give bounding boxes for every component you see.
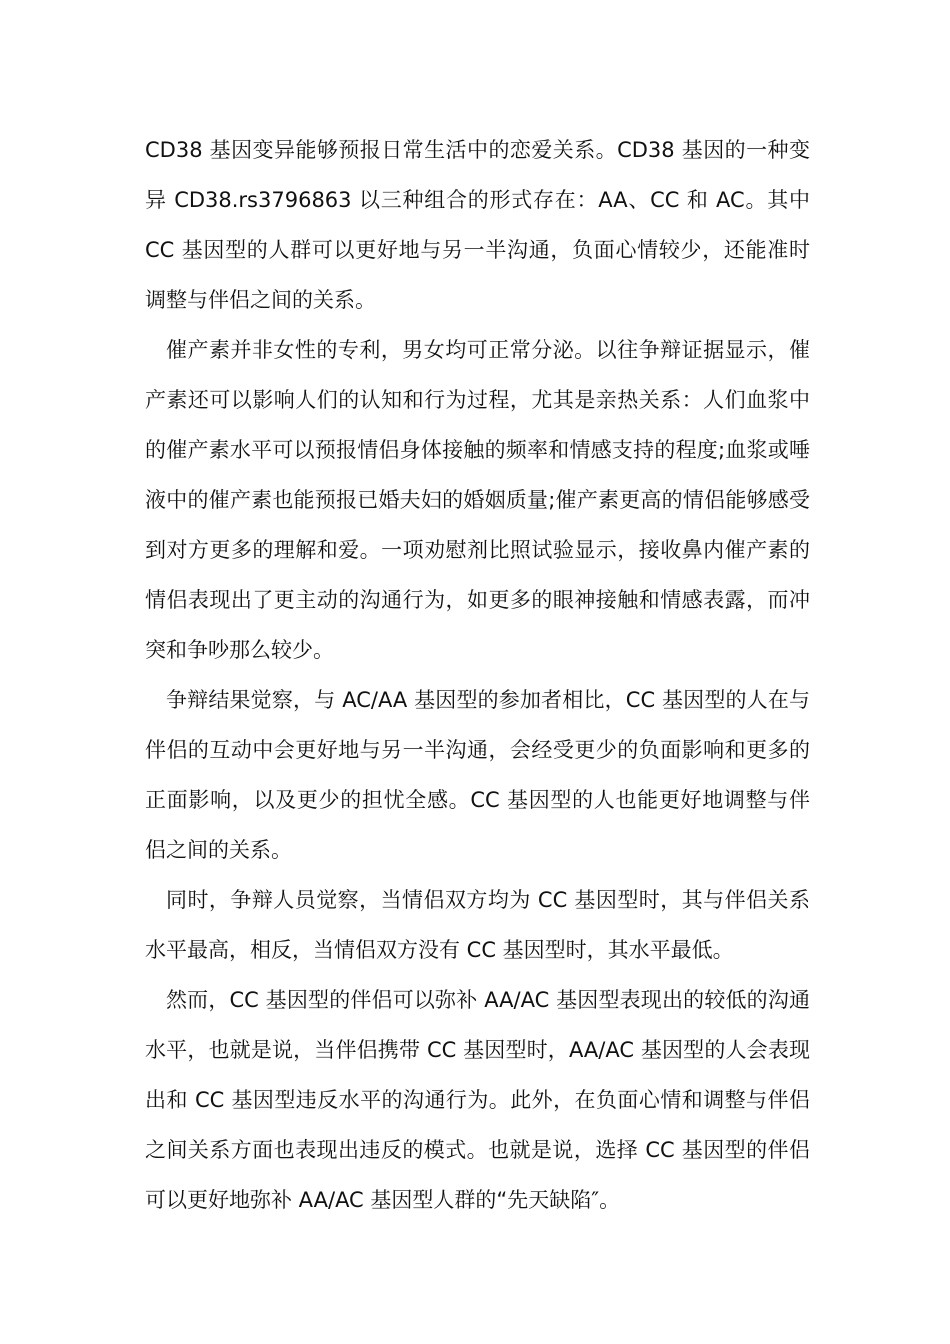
document-body	[145, 125, 810, 1225]
paragraph-4: 同时，争辩人员觉察，当情侣双方均为 CC 基因型时，其与伴侣关系水平最高，相反，当情侣双方没有 CC 基因型时，其水平最低。	[145, 888, 810, 962]
paragraph-5: 然而，CC 基因型的伴侣可以弥补 AA/AC 基因型表现出的较低的沟通水平，也就是说，当伴侣携带 CC 基因型时，AA/AC 基因型的人会表现出和 CC 基因型违反水平的沟通行为。此外，在负面心情和调整与伴侣之间关系方面也表现出违反的模式。也就是说，选择 CC 基因型的伴侣可以更好地弥补 AA/AC 基因型人群的“先天缺陷″。	[145, 988, 810, 1212]
paragraph-3: 争辩结果觉察，与 AC/AA 基因型的参加者相比，CC 基因型的人在与伴侣的互动中会更好地与另一半沟通，会经受更少的负面影响和更多的正面影响，以及更少的担忧全感。CC 基因型的人也能更好地调整与伴侣之间的关系。	[145, 688, 810, 862]
paragraph-2: 催产素并非女性的专利，男女均可正常分泌。以往争辩证据显示，催产素还可以影响人们的认知和行为过程，尤其是亲热关系：人们血浆中的催产素水平可以预报情侣身体接触的频率和情感支持的程度;血浆或唾液中的催产素也能预报已婚夫妇的婚姻质量;催产素更高的情侣能够感受到对方更多的理解和爱。一项劝慰剂比照试验显示，接收鼻内催产素的情侣表现出了更主动的沟通行为，如更多的眼神接触和情感表露，而冲突和争吵那么较少。	[145, 338, 810, 662]
paragraph-1: CD38 基因变异能够预报日常生活中的恋爱关系。CD38 基因的一种变异 CD38.rs3796863 以三种组合的形式存在：AA、CC 和 AC。其中 CC 基因型的人群可以更好地与另一半沟通，负面心情较少，还能准时调整与伴侣之间的关系。	[145, 138, 810, 312]
